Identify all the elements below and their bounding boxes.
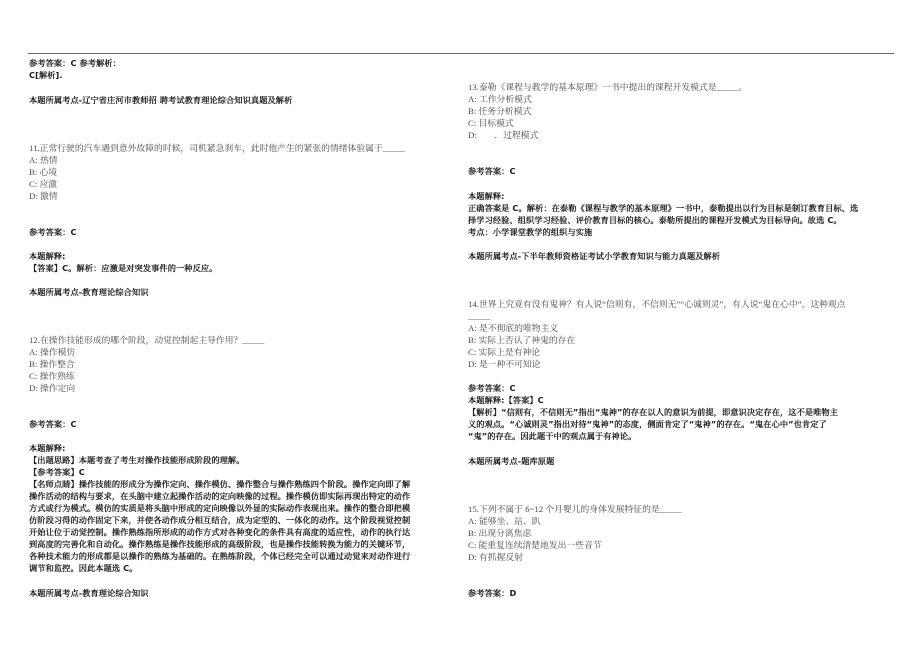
question-text: 12.在操作技能形成的哪个阶段，动觉控制起主导作用？_____	[29, 335, 265, 345]
topic-line: 本题所属考点-题库原题	[468, 456, 555, 466]
topic-line: 本题所属考点-教育理论综合知识	[29, 287, 149, 297]
explanation-line: 择学习经验、组织学习经验、评价教育目标的核心。泰勒所提出的课程开发模式为目标导向。故选 C。	[468, 215, 842, 225]
topic-line: 本题所属考点-教育理论综合知识	[29, 588, 149, 598]
answer-line: 参考答案：C	[468, 166, 516, 176]
option-line: D: 是一种不可知论	[468, 359, 541, 369]
answer-line: 参考答案：C	[29, 227, 77, 237]
question-text: 13.泰勒《课程与教学的基本原理》一书中提出的课程开发模式是_____。	[468, 82, 748, 92]
explanation-line: 【名师点睛】操作技能的形成分为操作定向、操作模仿、操作整合与操作熟练四个阶段。操作定向即了解	[29, 479, 411, 489]
answer-line: 参考答案：D	[468, 588, 517, 598]
option-line: A: 能够坐、站、趴	[468, 516, 541, 526]
option-line: B: 任务分析模式	[468, 106, 532, 116]
answer-line: 参考答案：C	[29, 419, 77, 429]
explanation-line: “鬼”的存在。因此题干中的观点属于有神论。	[468, 431, 637, 441]
explanation-heading: 本题解释:	[29, 443, 66, 453]
option-line: B: 操作整合	[29, 359, 75, 369]
header-divider	[28, 53, 894, 54]
option-line: D: 操作定向	[29, 383, 76, 393]
option-line: D: 有抓握反射	[468, 552, 523, 562]
explanation-line: 本题解释:【答案】C	[468, 395, 544, 405]
explanation-heading: 本题解释:	[468, 191, 505, 201]
option-line: A: 是不彻底的唯物主义	[468, 323, 559, 333]
option-line: D: ．过程模式	[468, 130, 539, 140]
topic-line: 本题所属考点-下半年教师资格证考试小学教育知识与能力真题及解析	[468, 251, 721, 261]
explanation-heading: 本题解释:	[29, 251, 66, 261]
question-text: _____	[468, 311, 490, 321]
option-line: D: 激情	[29, 191, 58, 201]
explanation-line: 调节和监控。因此本题选 C。	[29, 563, 138, 573]
explanation-line: C[解析].	[29, 70, 63, 80]
option-line: A: 工作分析模式	[468, 94, 532, 104]
question-text: 14.世界上究竟有没有鬼神？有人说“信则有，不信则无”“心诚则灵”，有人说“鬼在心中”。这种观点	[468, 299, 846, 309]
option-line: C: 操作熟练	[29, 371, 75, 381]
option-line: B: 心境	[29, 167, 58, 177]
explanation-line: 各种技术能力的形成都是以操作的熟练为基础的。在熟练阶段，个体已经完全可以通过动觉来对动作进行	[29, 551, 411, 561]
explanation-line: 【解析】“信则有，不信则无”指出“鬼神”的存在以人的意识为前提，即意识决定存在，这不是唯物主	[468, 407, 839, 417]
answer-line: 参考答案：C 参考解析：	[29, 58, 121, 68]
explanation-line: 考点：小学课堂教学的组织与实施	[468, 227, 593, 237]
question-text: 11.正常行驶的汽车遇到意外故障的时候，司机紧急刹车，此时他产生的紧张的情绪体验属于_____	[29, 143, 405, 153]
explanation-line: 【答案】C。解析：应激是对突发事件的一种反应。	[29, 263, 218, 273]
explanation-line: 到高度的完善化和自动化。操作熟练是操作技能形成的高级阶段，也是操作技能转换为能力的关键环节，	[29, 539, 411, 549]
option-line: C: 应激	[29, 179, 58, 189]
explanation-line: 正确答案是 C。解析：在泰勒《课程与教学的基本原理》一书中，泰勒提出以行为目标是制订教育目标、选	[468, 203, 859, 213]
answer-line: 参考答案：C	[468, 383, 516, 393]
question-text: 15.下列不属于 6~12 个月婴儿的身体发展特征的是_____	[468, 504, 682, 514]
option-line: C: 目标模式	[468, 118, 514, 128]
option-line: B: 出现分离焦虑	[468, 528, 532, 538]
option-line: B: 实际上否认了神鬼的存在	[468, 335, 576, 345]
explanation-line: 仿阶段习得的动作固定下来，并使各动作成分相互结合，成为定型的、一体化的动作。这个阶段视觉控制	[29, 515, 411, 525]
option-line: A: 热情	[29, 155, 58, 165]
explanation-line: 义的观点。“心诚则灵”指出对待“鬼神”的态度，侧面肯定了“鬼神”的存在。“鬼在心中”也肯定了	[468, 419, 827, 429]
option-line: C: 实际上是有神论	[468, 347, 541, 357]
explanation-line: 【参考答案】C	[29, 467, 85, 477]
option-line: A: 操作模仿	[29, 347, 76, 357]
explanation-line: 【出题思路】本题考查了考生对操作技能形成阶段的理解。	[29, 455, 245, 465]
explanation-line: 开始让位于动觉控制。操作熟练指所形成的动作方式对各种变化的条件具有高度的适应性，动作的执行达	[29, 527, 411, 537]
option-line: C: 能重复连续清楚地发出一些音节	[468, 540, 602, 550]
topic-line: 本题所属考点-辽宁省庄河市教师招 聘考试教育理论综合知识真题及解析	[29, 95, 293, 105]
explanation-line: 操作活动的结构与要求，在头脑中建立起操作活动的定向映像的过程。操作模仿即实际再现出特定的动作	[29, 491, 411, 501]
explanation-line: 方式或行为模式。模仿的实质是将头脑中形成的定向映像以外显的实际动作表现出来。操作的整合即把模	[29, 503, 411, 513]
